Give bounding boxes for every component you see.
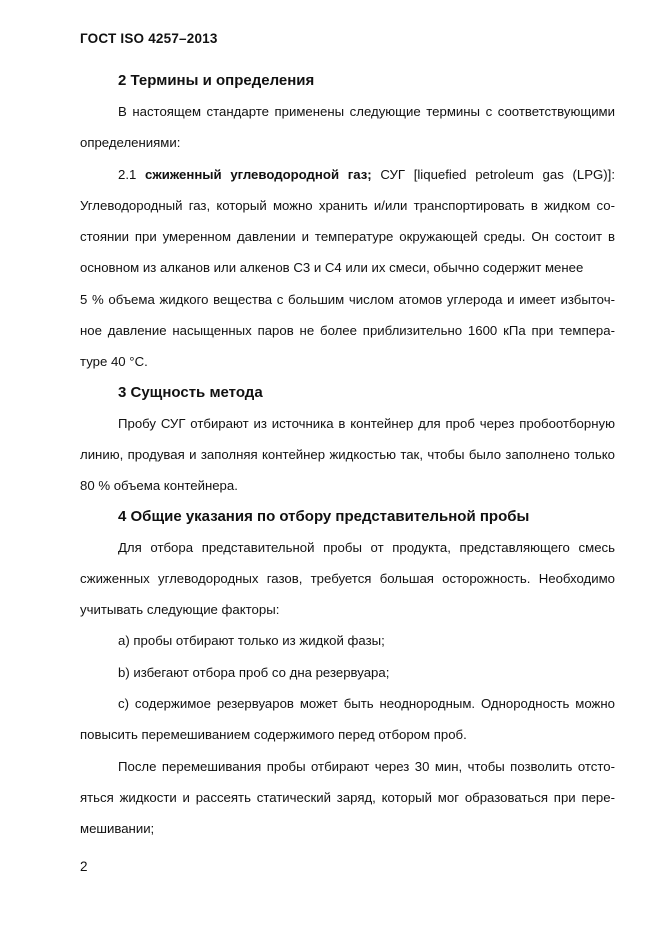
term-name: сжиженный углеводородной газ;	[145, 166, 372, 182]
term-2-1	[80, 159, 615, 284]
page-content	[80, 66, 615, 845]
list-item-a: a) пробы отбирают только из жидкой фазы;	[118, 633, 385, 649]
term-number: 2.1	[118, 166, 137, 182]
section-2-intro: В настоящем стандарте применены следующие термины с соответствующими определениями:	[80, 104, 615, 151]
section-3-title: 3 Сущность метода	[118, 383, 263, 401]
standard-header: ГОСТ ISO 4257–2013	[80, 31, 218, 46]
section-4-title: 4 Общие указания по отбору представительной пробы	[118, 507, 530, 525]
section-4-after: После перемешивания пробы отбирают через 30 мин, чтобы позволить отсто-яться жидкости и рассеять статический заряд, который мог образоваться при пере-мешивании;	[80, 758, 615, 837]
section-4-intro: Для отбора представительной пробы от продукта, представляющего смесь сжиженных углеводородных газов, требуется большая осторожность. Необходимо учитывать следующие факторы:	[80, 539, 615, 618]
list-item-b: b) избегают отбора проб со дна резервуара;	[118, 664, 390, 680]
section-3-text: Пробу СУГ отбирают из источника в контейнер для проб через пробоотборную линию, продувая и заполняя контейнер жидкостью так, чтобы было заполнено только 80 % объема контейнера.	[80, 415, 615, 494]
section-2-title: 2 Термины и определения	[118, 72, 315, 89]
list-item-c: c) содержимое резервуаров может быть неоднородным. Однородность можно повысить перемешиванием содержимого перед отбором проб.	[80, 696, 615, 743]
term-definition: СУГ [liquefied petroleum gas (LPG)]: Углеводородный газ, который можно хранить и/или транспортировать в жидком со-стоянии при умеренном давлении и температуре окружающей среды. Он состоит в основном из алканов или алкенов C3 и C4 или их смеси, обычно содержит менее	[80, 166, 615, 276]
term-2-1-continued: 5 % объема жидкого вещества с большим числом атомов углерода и имеет избыточ-ное давление насыщенных паров не более приблизительно 1600 кПа при темпера-туре 40 °С.	[80, 291, 615, 370]
page-number: 2	[80, 859, 88, 874]
